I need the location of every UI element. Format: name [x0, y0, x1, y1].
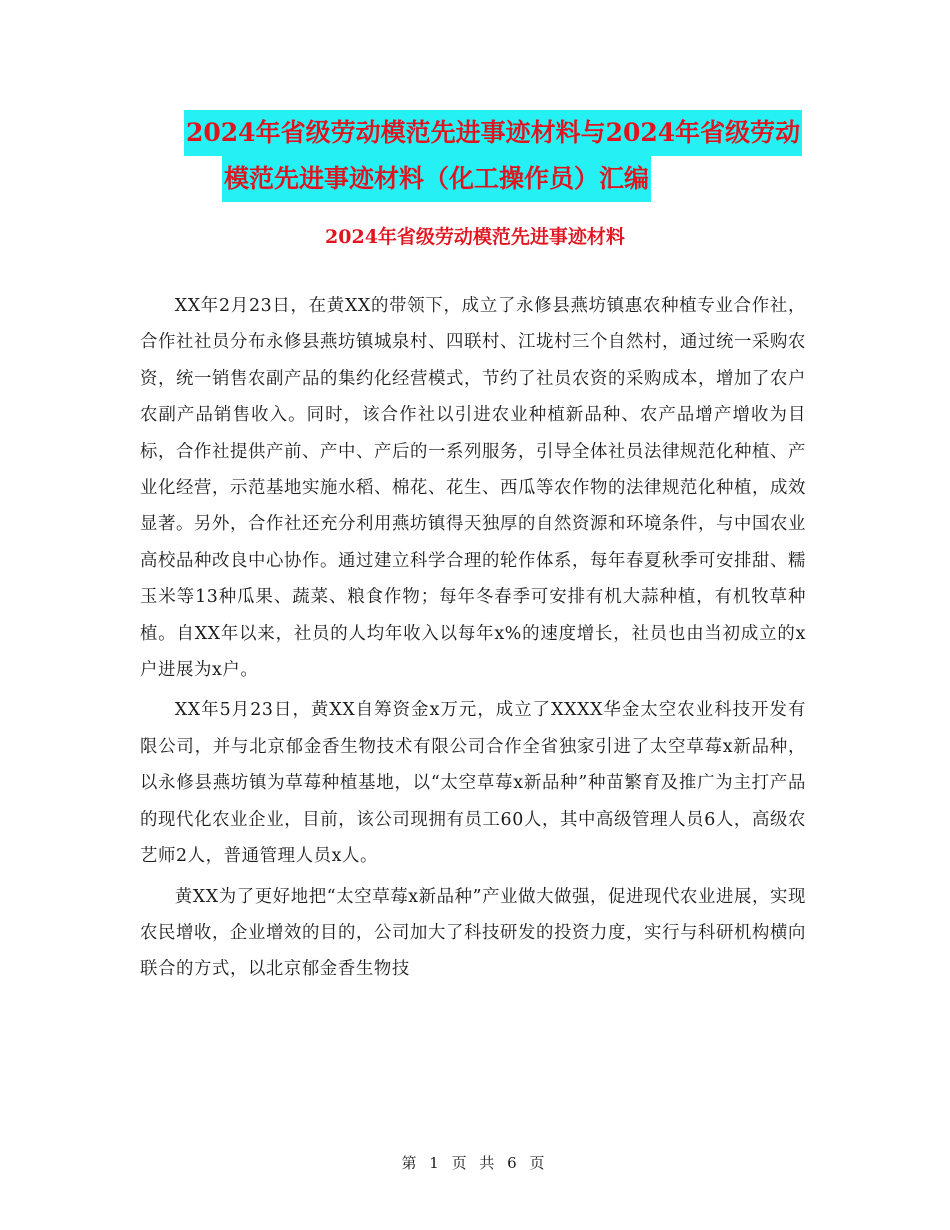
section-title: 2024年省级劳动模范先进事迹材料	[325, 226, 625, 248]
paragraph-2: XX年5月23日，黄XX自筹资金x万元，成立了XXXX华金太空农业科技开发有限公司，并与北京郁金香生物技术有限公司合作全省独家引进了太空草莓x新品种，以永修县燕坊镇为草莓种植基地，以“太空草莓x新品种”种苗繁育及推广为主打产品的现代化农业企业，目前，该公司现拥有员工60人，其中高级管理人员6人，高级农艺师2人，普通管理人员x人。	[140, 700, 806, 867]
document-title	[140, 110, 820, 202]
paragraph-3: 黄XX为了更好地把“太空草莓x新品种”产业做大做强，促进现代农业进展，实现农民增收，企业增效的目的，公司加大了科技研发的投资力度，实行与科研机构横向联合的方式，以北京郁金香生物技	[140, 886, 806, 980]
paragraph-1: XX年2月23日，在黄XX的带领下，成立了永修县燕坊镇惠农种植专业合作社，合作社社员分布永修县燕坊镇城泉村、四联村、江垅村三个自然村，通过统一采购农资，统一销售农副产品的集约化经营模式，节约了社员农资的采购成本，增加了农户农副产品销售收入。同时，该合作社以引进农业种植新品种、农产品增产增收为目标，合作社提供产前、产中、产后的一系列服务，引导全体社员法律规范化种植、产业化经营，示范基地实施水稻、棉花、花生、西瓜等农作物的法律规范化种植，成效显著。另外，合作社还充分利用燕坊镇得天独厚的自然资源和环境条件，与中国农业高校品种改良中心协作。通过建立科学合理的轮作体系，每年春夏秋季可安排甜、糯玉米等13种瓜果、蔬菜、粮食作物；每年冬春季可安排有机大蒜种植，有机牧草种植。自XX年以来，社员的人均年收入以每年x%的速度增长，社员也由当初成立的x户进展为x户。	[140, 296, 806, 681]
document-title-line-2: 模范先进事迹材料（化工操作员）汇编	[222, 156, 651, 202]
body-text	[140, 288, 806, 988]
page-footer: 第 1 页 共 6 页	[401, 1154, 549, 1172]
document-title-line-1: 2024年省级劳动模范先进事迹材料与2024年省级劳动	[184, 110, 802, 156]
